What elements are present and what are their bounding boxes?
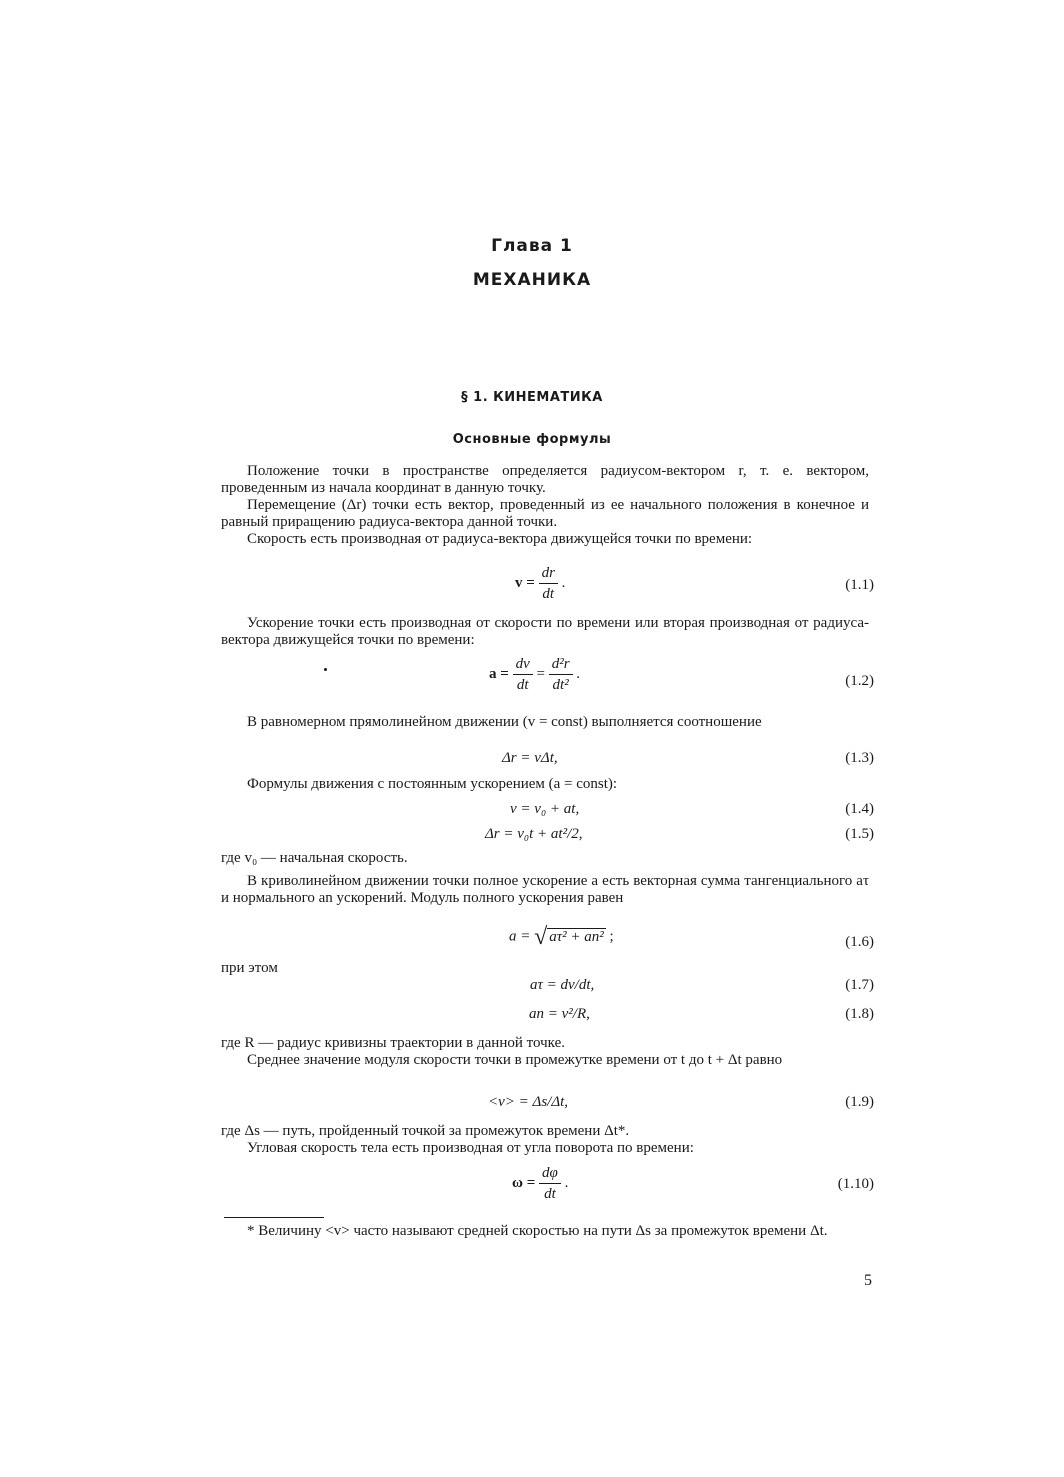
equation-number-1-3: (1.3)	[845, 750, 874, 766]
subsection-title: Основные формулы	[452, 432, 612, 447]
equation-1-2	[489, 654, 580, 695]
footnote-divider	[224, 1217, 324, 1218]
equation-number-1-5: (1.5)	[845, 826, 874, 842]
equation-number-1-8: (1.8)	[845, 1006, 874, 1022]
equation-1-7: aτ = dv/dt,	[530, 977, 595, 993]
equation-1-1	[515, 563, 565, 604]
paragraph-displacement: Перемещение (Δr) точки есть вектор, проведенный из ее начального положения в конечное и равный приращению радиуса-вектора данной точки.	[221, 497, 869, 530]
fraction-denominator: dt	[542, 586, 555, 602]
fraction	[539, 563, 558, 604]
equation-number-1-1: (1.1)	[845, 577, 874, 593]
paragraph-average-speed: Среднее значение модуля скорости точки в промежутке времени от t до t + Δt равно	[247, 1052, 783, 1068]
paragraph-constant-acceleration: Формулы движения с постоянным ускорением (a = const):	[247, 776, 618, 792]
equation-tail: ;	[609, 928, 614, 945]
fraction-denominator: dt	[516, 677, 529, 693]
equation-1-8: an = v²/R,	[529, 1006, 590, 1022]
equation-number-1-4: (1.4)	[845, 801, 874, 817]
equation-1-6	[509, 925, 614, 949]
fraction-denominator: dt	[544, 1186, 556, 1202]
equation-number-1-10: (1.10)	[837, 1176, 874, 1192]
sqrt-icon: √	[534, 924, 548, 950]
equation-number-1-7: (1.7)	[845, 977, 874, 993]
paragraph-initial-velocity: где v₀ — начальная скорость.	[221, 850, 408, 866]
fraction-numerator: dφ	[539, 1163, 561, 1184]
equation-1-10	[512, 1163, 568, 1204]
equation-1-5: Δr = v₀t + at²/2,	[485, 826, 583, 842]
equation-number-1-9: (1.9)	[845, 1094, 874, 1110]
equation-lhs: ω =	[512, 1174, 536, 1191]
paragraph-path: где Δs — путь, пройденный точкой за промежуток времени Δt*.	[221, 1123, 630, 1139]
paragraph-with-this: при этом	[221, 960, 278, 976]
paragraph-position: Положение точки в пространстве определяется радиусом-вектором r, т. е. вектором, проведенным из начала координат в данную точку.	[221, 463, 869, 496]
paragraph-acceleration: Ускорение точки есть производная от скорости по времени или вторая производная от радиуса-вектора движущейся точки по времени:	[221, 615, 869, 648]
sqrt-radicand: aτ² + an²	[549, 929, 604, 945]
paragraph-angular-velocity: Угловая скорость тела есть производная от угла поворота по времени:	[247, 1140, 694, 1156]
equation-lhs: a =	[509, 928, 531, 945]
fraction	[549, 654, 573, 695]
page-number: 5	[864, 1272, 872, 1289]
equation-tail: .	[564, 1174, 569, 1191]
paragraph-uniform-motion: В равномерном прямолинейном движении (v = const) выполняется соотношение	[247, 714, 762, 730]
chapter-label: Глава 1	[491, 236, 573, 256]
paragraph-velocity: Скорость есть производная от радиуса-вектора движущейся точки по времени:	[247, 531, 753, 547]
equation-number-1-2: (1.2)	[845, 673, 874, 689]
fraction-denominator: dt²	[552, 677, 569, 693]
equation-equals: =	[536, 665, 545, 682]
fraction	[539, 1163, 561, 1204]
fraction-numerator: dr	[539, 563, 558, 584]
chapter-title: МЕХАНИКА	[472, 270, 592, 290]
equation-tail: .	[561, 574, 566, 591]
equation-number-1-6: (1.6)	[845, 934, 874, 950]
equation-tail: .	[576, 665, 581, 682]
paragraph-curvilinear: В криволинейном движении точки полное ускорение a есть векторная сумма тангенциального aτ и нормального an ускорений. Модуль полного ускорения равен	[221, 873, 869, 906]
equation-lhs: v =	[515, 574, 535, 591]
fraction-numerator: d²r	[549, 654, 573, 675]
fraction-numerator: dv	[513, 654, 533, 675]
paragraph-radius: где R — радиус кривизны траектории в данной точке.	[221, 1035, 565, 1051]
section-title: § 1. КИНЕМАТИКА	[461, 390, 603, 405]
equation-1-3: Δr = vΔt,	[502, 750, 558, 766]
equation-1-9: <v> = Δs/Δt,	[488, 1094, 569, 1110]
equation-lhs: a =	[489, 665, 509, 682]
equation-1-4: v = v₀ + at,	[510, 801, 580, 817]
footnote: * Величину <v> часто называют средней скоростью на пути Δs за промежуток времени Δt.	[247, 1223, 828, 1239]
fraction	[513, 654, 533, 695]
stray-dot	[324, 668, 327, 671]
